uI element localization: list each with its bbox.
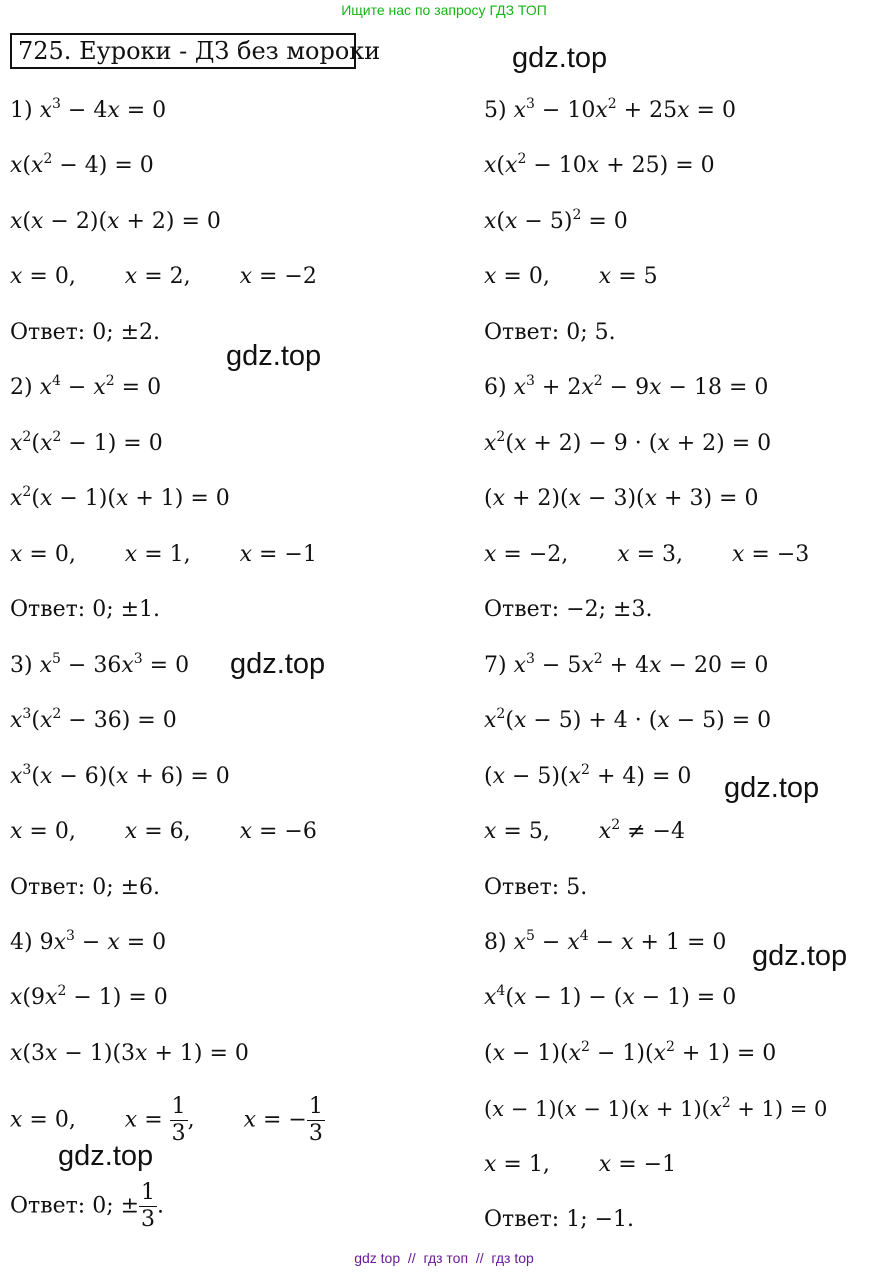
equation-4-step: $x(9x^2 - 1) = 0$ xyxy=(10,983,168,1010)
equation-8-roots: x = 1, x = −1 xyxy=(484,1152,677,1177)
fraction-one-third: $\frac{1}{3}$ xyxy=(308,1094,323,1146)
equation-2-step: $x^2(x^2 - 1) = 0$ xyxy=(10,429,163,456)
equation-3-statement: 3) $x^5 - 36x^3 = 0$ xyxy=(10,651,190,678)
answer-label: Ответ: xyxy=(484,320,560,345)
equation-1-answer xyxy=(10,319,160,347)
equation-7-answer xyxy=(484,874,587,902)
watermark: gdz.top xyxy=(512,42,608,74)
equation-2-step: $x^2(x - 1)(x + 1) = 0$ xyxy=(10,484,230,511)
equation-6-answer xyxy=(484,596,652,624)
equation-5-step: $x(x - 5)^2 = 0$ xyxy=(484,207,628,234)
equation-3-answer xyxy=(10,874,160,902)
equation-1-step: x(x − 2)(x + 2) = 0 xyxy=(10,209,221,234)
problem-title-text: Еуроки - ДЗ без мороки xyxy=(79,37,381,65)
equation-1-statement: 1) $x^3 - 4x = 0$ xyxy=(10,96,167,123)
equation-3-roots: x = 0, x = 6, x = −6 xyxy=(10,819,317,844)
equation-7-step: $(x - 5)(x^2 + 4) = 0$ xyxy=(484,762,692,789)
equation-2-answer xyxy=(10,596,160,624)
answer-value: −2; ±3. xyxy=(566,597,653,622)
answer-label: Ответ: xyxy=(10,597,86,622)
equation-7-roots: x = 5, $x^2 \ne -4$ xyxy=(484,817,685,844)
equation-4-answer: Ответ: 0; ± $\frac{1}{3}$ . xyxy=(10,1180,165,1232)
equation-7-statement: 7) $x^3 - 5x^2 + 4x - 20 = 0$ xyxy=(484,651,769,678)
equation-6-roots: x = −2, x = 3, x = −3 xyxy=(484,542,810,567)
answer-label: Ответ: xyxy=(10,875,86,900)
equation-6-step: $x^2(x + 2) - 9 \cdot (x + 2) = 0$ xyxy=(484,429,772,456)
equation-5-roots: x = 0, x = 5 xyxy=(484,264,658,289)
footer-links[interactable]: gdz top // гдз топ // гдз top xyxy=(354,1250,534,1266)
watermark: gdz.top xyxy=(724,772,820,804)
answer-label: Ответ: xyxy=(10,1193,86,1219)
equation-6-statement: 6) $x^3 + 2x^2 - 9x - 18 = 0$ xyxy=(484,373,769,400)
equation-3-step: $x^3(x - 6)(x + 6) = 0$ xyxy=(10,762,230,789)
watermark: gdz.top xyxy=(230,648,326,680)
equation-5-answer xyxy=(484,319,616,347)
answer-value: 0; 5. xyxy=(566,320,616,345)
answer-value: 0; ±1. xyxy=(92,597,161,622)
problem-number: 725. xyxy=(18,37,72,65)
equation-2-roots: x = 0, x = 1, x = −1 xyxy=(10,542,317,567)
equation-1-roots: x = 0, x = 2, x = −2 xyxy=(10,264,317,289)
equation-7-step: $x^2(x - 5) + 4 \cdot (x - 5) = 0$ xyxy=(484,706,772,733)
equation-8-step: $(x - 1)(x^2 - 1)(x^2 + 1) = 0$ xyxy=(484,1039,777,1066)
fraction-one-third: $\frac{1}{3}$ xyxy=(141,1180,156,1232)
watermark: gdz.top xyxy=(226,340,322,372)
answer-label: Ответ: xyxy=(484,1207,560,1232)
equation-8-step: $x^4(x - 1) - (x - 1) = 0$ xyxy=(484,983,737,1010)
watermark: gdz.top xyxy=(752,940,848,972)
equation-3-step: $x^3(x^2 - 36) = 0$ xyxy=(10,706,177,733)
equation-2-statement: 2) $x^4 - x^2 = 0$ xyxy=(10,373,162,400)
fraction-one-third: $\frac{1}{3}$ xyxy=(171,1094,186,1146)
equation-4-statement: 4) $9x^3 - x = 0$ xyxy=(10,928,167,955)
equation-8-step: $(x - 1)(x - 1)(x + 1)(x^2 + 1) = 0$ xyxy=(484,1095,828,1121)
equation-4-step: x(3x − 1)(3x + 1) = 0 xyxy=(10,1041,249,1066)
answer-label: Ответ: xyxy=(10,320,86,345)
equation-8-statement: 8) $x^5 - x^4 - x + 1 = 0$ xyxy=(484,928,727,955)
equation-4-roots: x = 0, x = $\frac{1}{3}$ , x = − $\frac{1}{3}$ xyxy=(10,1094,323,1146)
answer-value: 0; ±6. xyxy=(92,875,161,900)
problem-title xyxy=(10,33,381,69)
answer-label: Ответ: xyxy=(484,875,560,900)
equation-6-step: (x + 2)(x − 3)(x + 3) = 0 xyxy=(484,486,759,511)
equation-8-answer xyxy=(484,1206,634,1234)
answer-value: 1; −1. xyxy=(566,1207,635,1232)
answer-label: Ответ: xyxy=(484,597,560,622)
answer-value: 0; ±2. xyxy=(92,320,161,345)
watermark: gdz.top xyxy=(58,1140,154,1172)
equation-5-step: $x(x^2 - 10x + 25) = 0$ xyxy=(484,151,715,178)
top-search-link[interactable]: Ищите нас по запросу ГДЗ ТОП xyxy=(341,2,547,18)
equation-5-statement: 5) $x^3 - 10x^2 + 25x = 0$ xyxy=(484,96,736,123)
answer-value: 5. xyxy=(566,875,588,900)
equation-1-step: $x(x^2 - 4) = 0$ xyxy=(10,151,154,178)
